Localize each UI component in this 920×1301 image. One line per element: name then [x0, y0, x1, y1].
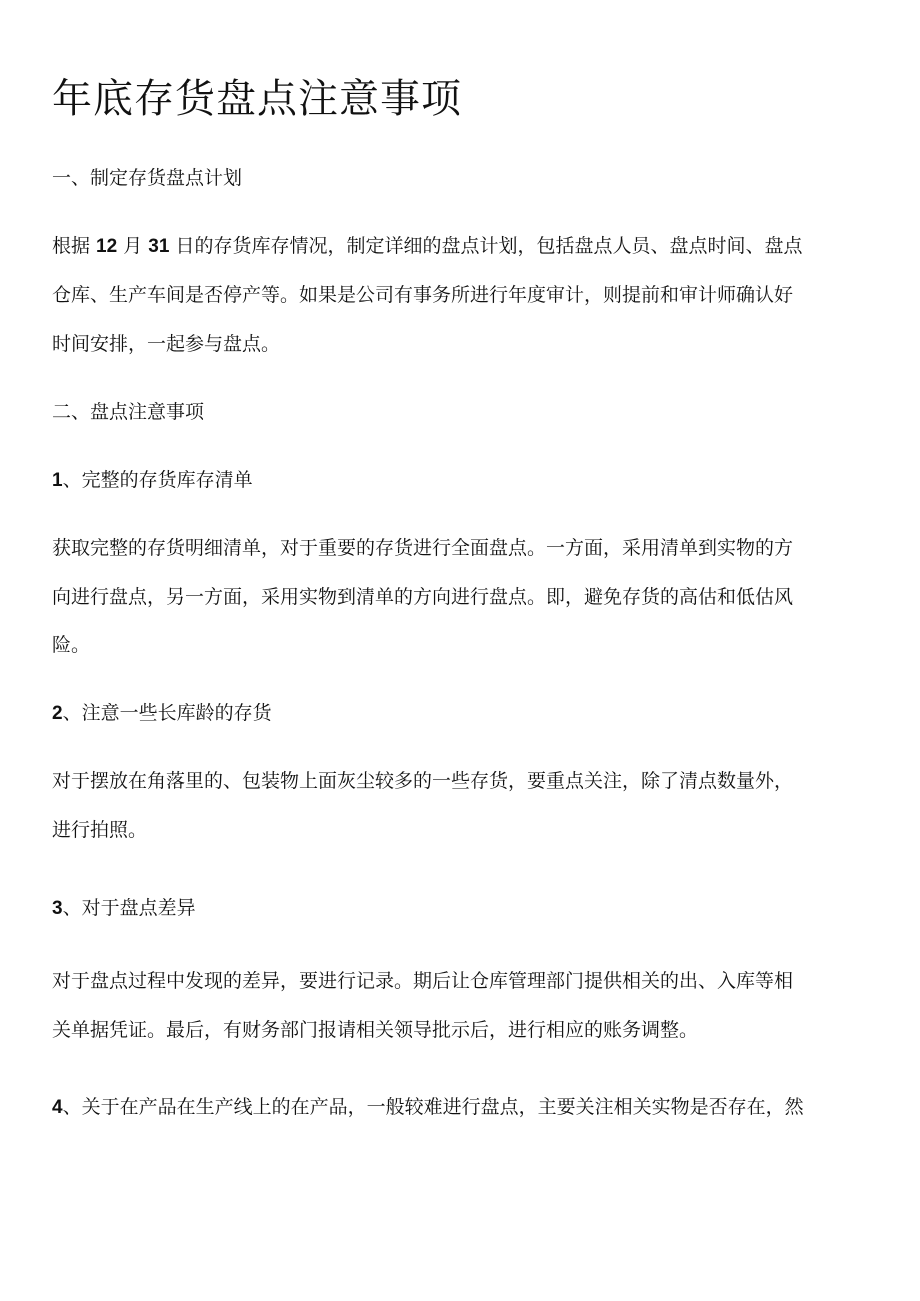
- item-heading-2: [52, 701, 272, 726]
- item-number: 1: [52, 470, 63, 491]
- paragraph-line: 对于摆放在角落里的、包装物上面灰尘较多的一些存货，要重点关注，除了清点数量外，: [52, 770, 794, 792]
- item-heading-text: 、注意一些长库龄的存货: [62, 702, 272, 724]
- paragraph-line: 时间安排，一起参与盘点。: [52, 333, 281, 355]
- number-31: 31: [148, 236, 170, 257]
- number-12: 12: [96, 236, 118, 257]
- item-heading-text: 、对于盘点差异: [62, 897, 196, 919]
- paragraph-line: 关单据凭证。最后，有财务部门报请相关领导批示后，进行相应的账务调整。: [52, 1019, 699, 1041]
- paragraph-line: 进行拍照。: [52, 819, 148, 841]
- item-heading-4: [52, 1095, 804, 1120]
- paragraph-line: 对于盘点过程中发现的差异，要进行记录。期后让仓库管理部门提供相关的出、入库等相: [52, 970, 794, 992]
- text-segment: 日的存货库存情况，制定详细的盘点计划，包括盘点人员、盘点时间、盘点: [169, 235, 803, 257]
- paragraph-line: [52, 234, 802, 259]
- item-heading-text: 、关于在产品在生产线上的在产品，一般较难进行盘点，主要关注相关实物是否存在，然: [62, 1096, 804, 1118]
- paragraph-line: 险。: [52, 634, 91, 656]
- paragraph-line: 获取完整的存货明细清单，对于重要的存货进行全面盘点。一方面，采用清单到实物的方: [52, 537, 794, 559]
- text-segment: 月: [117, 235, 149, 257]
- section-heading-plan: 一、制定存货盘点计划: [52, 167, 243, 189]
- item-number: 4: [52, 1097, 63, 1118]
- text-segment: 根据: [52, 235, 97, 257]
- item-number: 2: [52, 703, 63, 724]
- document-title: 年底存货盘点注意事项: [52, 76, 462, 122]
- paragraph-line: 仓库、生产车间是否停产等。如果是公司有事务所进行年度审计，则提前和审计师确认好: [52, 284, 794, 306]
- item-heading-text: 、完整的存货库存清单: [62, 469, 253, 491]
- paragraph-line: 向进行盘点，另一方面，采用实物到清单的方向进行盘点。即，避免存货的高估和低估风: [52, 586, 794, 608]
- item-number: 3: [52, 898, 63, 919]
- item-heading-3: [52, 896, 196, 921]
- item-heading-1: [52, 468, 253, 493]
- section-heading-notes: 二、盘点注意事项: [52, 401, 205, 423]
